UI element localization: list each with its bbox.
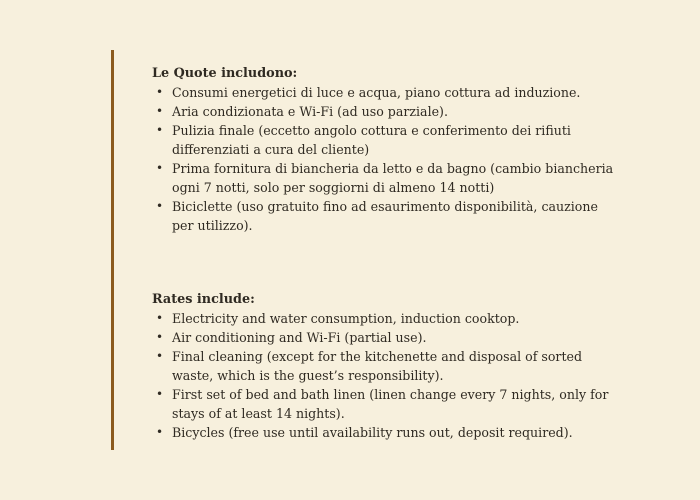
english-inclusion-item-2: • Air conditioning and Wi-Fi (partial use). [152, 328, 622, 347]
english-inclusions-list [152, 309, 622, 442]
italian-inclusion-item-1: • Consumi energetici di luce e acqua, piano cottura ad induzione. [152, 83, 622, 102]
english-section-title: Rates include: [152, 292, 255, 307]
english-inclusion-item-5: • Bicycles (free use until availability runs out, deposit required). [152, 423, 622, 442]
english-inclusion-item-1: • Electricity and water consumption, induction cooktop. [152, 309, 622, 328]
italian-rates-section [152, 64, 622, 235]
english-rates-section [152, 290, 622, 442]
italian-inclusion-item-3: • Pulizia finale (eccetto angolo cottura e conferimento dei rifiuti differenziati a cura del cliente) [152, 121, 622, 159]
italian-section-title: Le Quote includono: [152, 66, 298, 81]
italian-inclusion-item-5: • Biciclette (uso gratuito fino ad esaurimento disponibilità, cauzione per utilizzo). [152, 197, 622, 235]
italian-inclusions-list [152, 83, 622, 235]
rates-document [152, 64, 622, 442]
vertical-accent-rule [111, 50, 114, 450]
italian-inclusion-item-4: • Prima fornitura di biancheria da letto e da bagno (cambio biancheria ogni 7 notti, solo per soggiorni di almeno 14 notti) [152, 159, 622, 197]
italian-inclusion-item-2: • Aria condizionata e Wi-Fi (ad uso parziale). [152, 102, 622, 121]
english-inclusion-item-4: • First set of bed and bath linen (linen change every 7 nights, only for stays of at least 14 nights). [152, 385, 622, 423]
english-inclusion-item-3: • Final cleaning (except for the kitchenette and disposal of sorted waste, which is the guest’s responsibility). [152, 347, 622, 385]
section-spacer [152, 235, 622, 290]
